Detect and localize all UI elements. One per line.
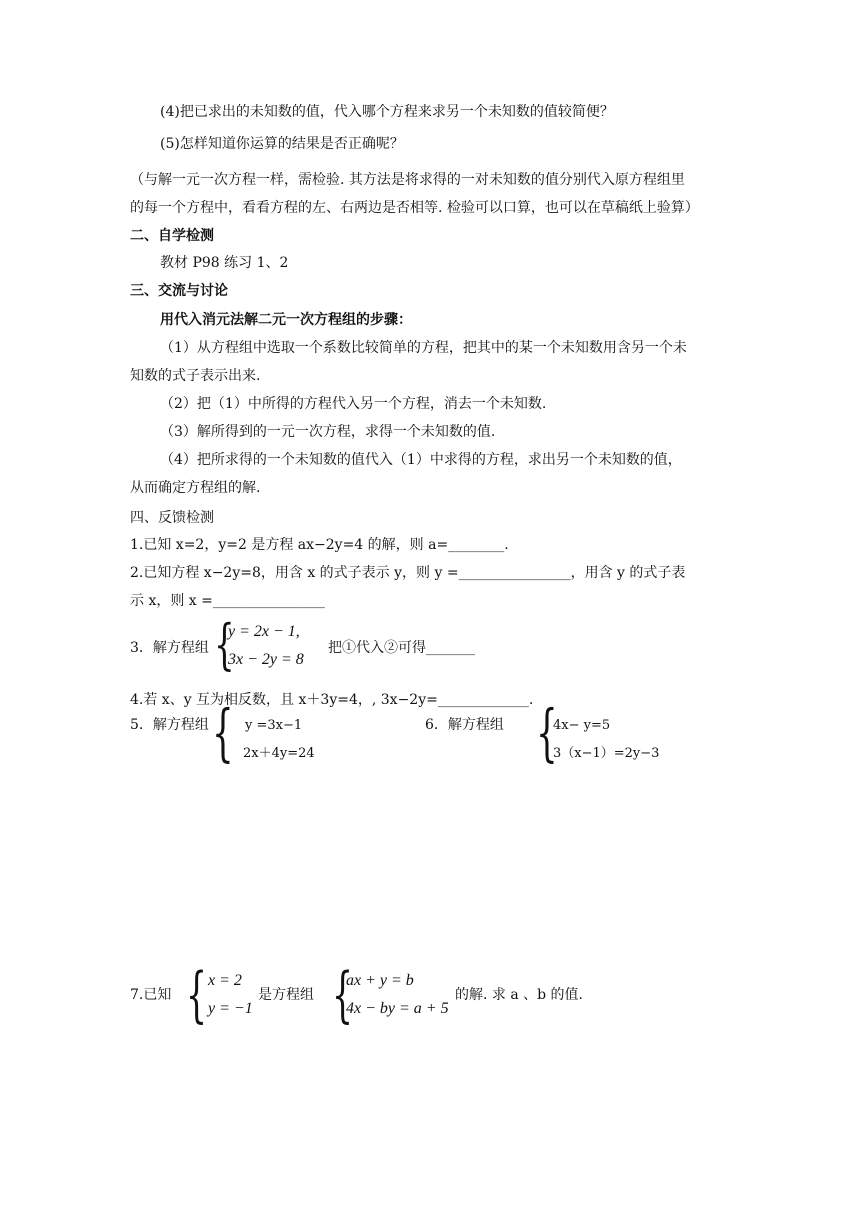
problem-7-equation-3: ax + y = b — [346, 972, 414, 989]
problem-1: 1.已知 x=2，y=2 是方程 ax−2y=4 的解，则 a=________. — [130, 537, 509, 553]
problem-7-tail: 的解. 求 a 、b 的值. — [455, 987, 584, 1003]
problem-6-equation-2: 3（x−1）=2y−3 — [553, 746, 660, 761]
step-1-line-2: 知数的式子表示出来. — [130, 368, 261, 384]
section-4-heading: 四、反馈检测 — [130, 510, 214, 526]
problem-6-label: 6．解方程组 — [425, 717, 504, 733]
step-4-line-2: 从而确定方程组的解. — [130, 480, 261, 496]
section-2-heading: 二、自学检测 — [130, 228, 214, 244]
question-4: (4)把已求出的未知数的值，代入哪个方程来求另一个未知数的值较简便？ — [160, 104, 614, 120]
problem-3-equation-2: 3x − 2y = 8 — [228, 651, 304, 668]
problem-7-prefix: 7.已知 — [130, 987, 172, 1003]
problem-7-equation-4: 4x − by = a + 5 — [346, 1000, 449, 1017]
verification-note-line-1: （与解一元一次方程一样，需检验. 其方法是将求得的一对未知数的值分别代入原方程组里 — [130, 172, 685, 188]
problem-7-equation-1: x = 2 — [208, 972, 242, 989]
left-brace-icon: { — [332, 960, 354, 1030]
problem-7-middle: 是方程组 — [258, 987, 314, 1003]
problem-2-line-1: 2.已知方程 x−2y=8，用含 x 的式子表示 y，则 y =________________，用含 y 的式子表 — [130, 565, 686, 581]
left-brace-icon: { — [536, 696, 558, 769]
question-5: (5)怎样知道你运算的结果是否正确呢？ — [160, 136, 404, 152]
problem-3-tail: 把①代入②可得_______ — [328, 640, 475, 656]
problem-3-equation-1: y = 2x − 1, — [228, 623, 300, 640]
problem-4: 4.若 x、y 互为相反数，且 x＋3y=4，, 3x−2y=_____________. — [130, 692, 534, 708]
section-3-heading: 三、交流与讨论 — [130, 283, 228, 299]
problem-6-equation-1: 4x− y=5 — [553, 718, 611, 733]
problem-5-equation-1: y =3x−1 — [245, 718, 303, 733]
problem-5-label: 5．解方程组 — [130, 717, 209, 733]
left-brace-icon: { — [214, 613, 235, 676]
left-brace-icon: { — [186, 960, 208, 1030]
step-1-line-1: （1）从方程组中选取一个系数比较简单的方程，把其中的某一个未知数用含另一个未 — [160, 340, 687, 356]
verification-note-line-2: 的每一个方程中，看看方程的左、右两边是否相等. 检验可以口算，也可以在草稿纸上验算） — [130, 200, 699, 216]
left-brace-icon: { — [212, 696, 234, 769]
problem-7-equation-2: y = −1 — [208, 1000, 253, 1017]
section-2-text: 教材 P98 练习 1、2 — [160, 255, 289, 271]
problem-3-label: 3．解方程组 — [130, 640, 209, 656]
problem-5-equation-2: 2x＋4y=24 — [243, 746, 315, 761]
step-2: （2）把（1）中所得的方程代入另一个方程，消去一个未知数. — [160, 396, 547, 412]
section-3-subheading: 用代入消元法解二元一次方程组的步骤： — [160, 312, 412, 328]
step-3: （3）解所得到的一元一次方程，求得一个未知数的值. — [160, 424, 496, 440]
step-4-line-1: （4）把所求得的一个未知数的值代入（1）中求得的方程，求出另一个未知数的值， — [160, 452, 682, 468]
problem-2-line-2: 示 x，则 x =________________ — [130, 593, 325, 609]
